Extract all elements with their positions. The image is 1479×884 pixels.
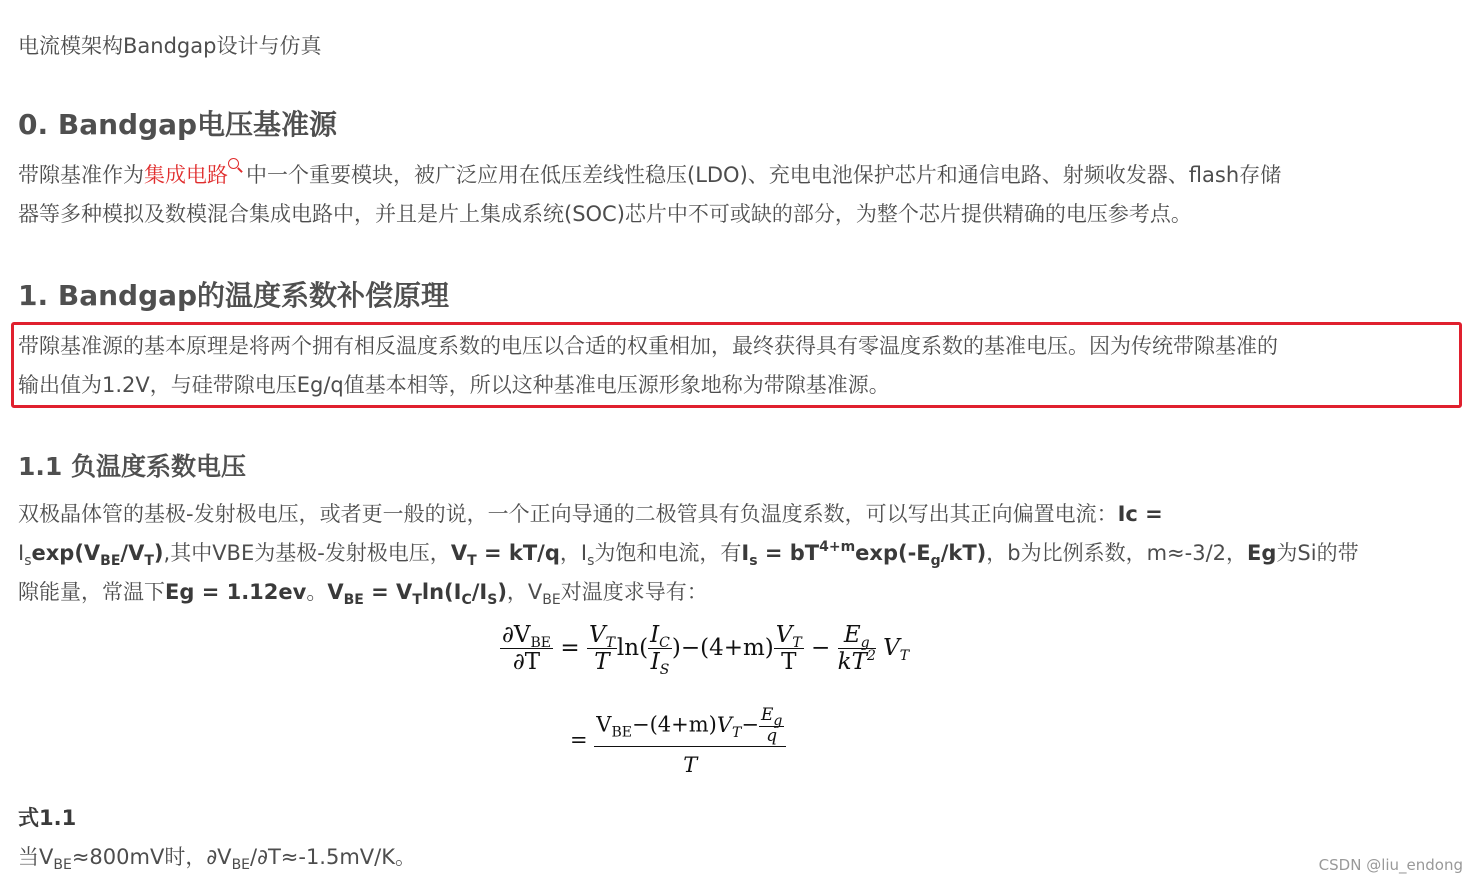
highlight-box — [11, 322, 1462, 408]
para-text: 双极晶体管的基极-发射极电压，或者更一般的说，一个正向导通的二极管具有负温度系数，可以写出其正向偏置电流： — [18, 502, 1118, 526]
document-title: 电流模架构Bandgap设计与仿真 — [18, 34, 322, 58]
para-text: 器等多种模拟及数模混合集成电路中，并且是片上集成系统(SOC)芯片中不可或缺的部分，为整个芯片提供精确的电压参考点。 — [18, 202, 1192, 226]
section-1-1-paragraph — [18, 495, 1359, 612]
para-text: 输出值为1.2V，与硅带隙电压Eg/q值基本相等，所以这种基准电压源形象地称为带隙基准源。 — [18, 373, 890, 397]
section-0-paragraph — [18, 156, 1281, 234]
watermark: CSDN @liu_endong — [1318, 856, 1463, 874]
section-0-heading: 0. Bandgap电压基准源 — [18, 108, 338, 141]
para-line-3: 隙能量，常温下Eg = 1.12ev。$V_{BE} = V_T\ln(I_C/I_S)$，$V_{BE}$对温度求导有： — [18, 580, 708, 608]
ic-equation: Ic = — [1117, 502, 1163, 526]
section-1-1-heading: 1.1 负温度系数电压 — [18, 452, 246, 481]
equation-label: 式1.1 — [18, 806, 77, 830]
search-icon[interactable] — [228, 158, 242, 172]
equation-line-1: $\frac{\partial V_{BE}}{\partial T}$ = $\frac{V_T}{T}$ ln( $\frac{I_C}{I_S}$ )−(4+m) $\frac{V_T}{T}$ − $\frac{E_g}{kT^2}$ $V_T$ — [502, 622, 910, 679]
para-text: 带隙基准作为 — [18, 163, 144, 187]
result-line: 当$V_{BE}\approx 800mV$时，$\partial V_{BE}/\partial T\approx-1.5mV/K$。 — [18, 845, 417, 873]
para-text: 带隙基准源的基本原理是将两个拥有相反温度系数的电压以合适的权重相加，最终获得具有零温度系数的基准电压。因为传统带隙基准的 — [18, 334, 1278, 358]
integrated-circuit-link[interactable]: 集成电路 — [144, 163, 228, 187]
equation-line-2: = $V_{BE}-(4+m)V_T-$ $\frac{E_g}{q}$ T — [570, 706, 786, 777]
para-text: 中一个重要模块，被广泛应用在低压差线性稳压(LDO)、充电电池保护芯片和通信电路、射频收发器、flash存储 — [246, 163, 1282, 187]
para-line-2: $I_s\exp(V_{BE}/V_T)$,其中VBE为基极-发射极电压，$V_T = kT/q$，$I_s$为饱和电流，有$I_s = bT^{4+m}\exp(-E_g/kT)$，b为比例系数，m≈-3/2，Eg为Si的带 — [18, 539, 1359, 569]
section-1-heading: 1. Bandgap的温度系数补偿原理 — [18, 279, 450, 312]
